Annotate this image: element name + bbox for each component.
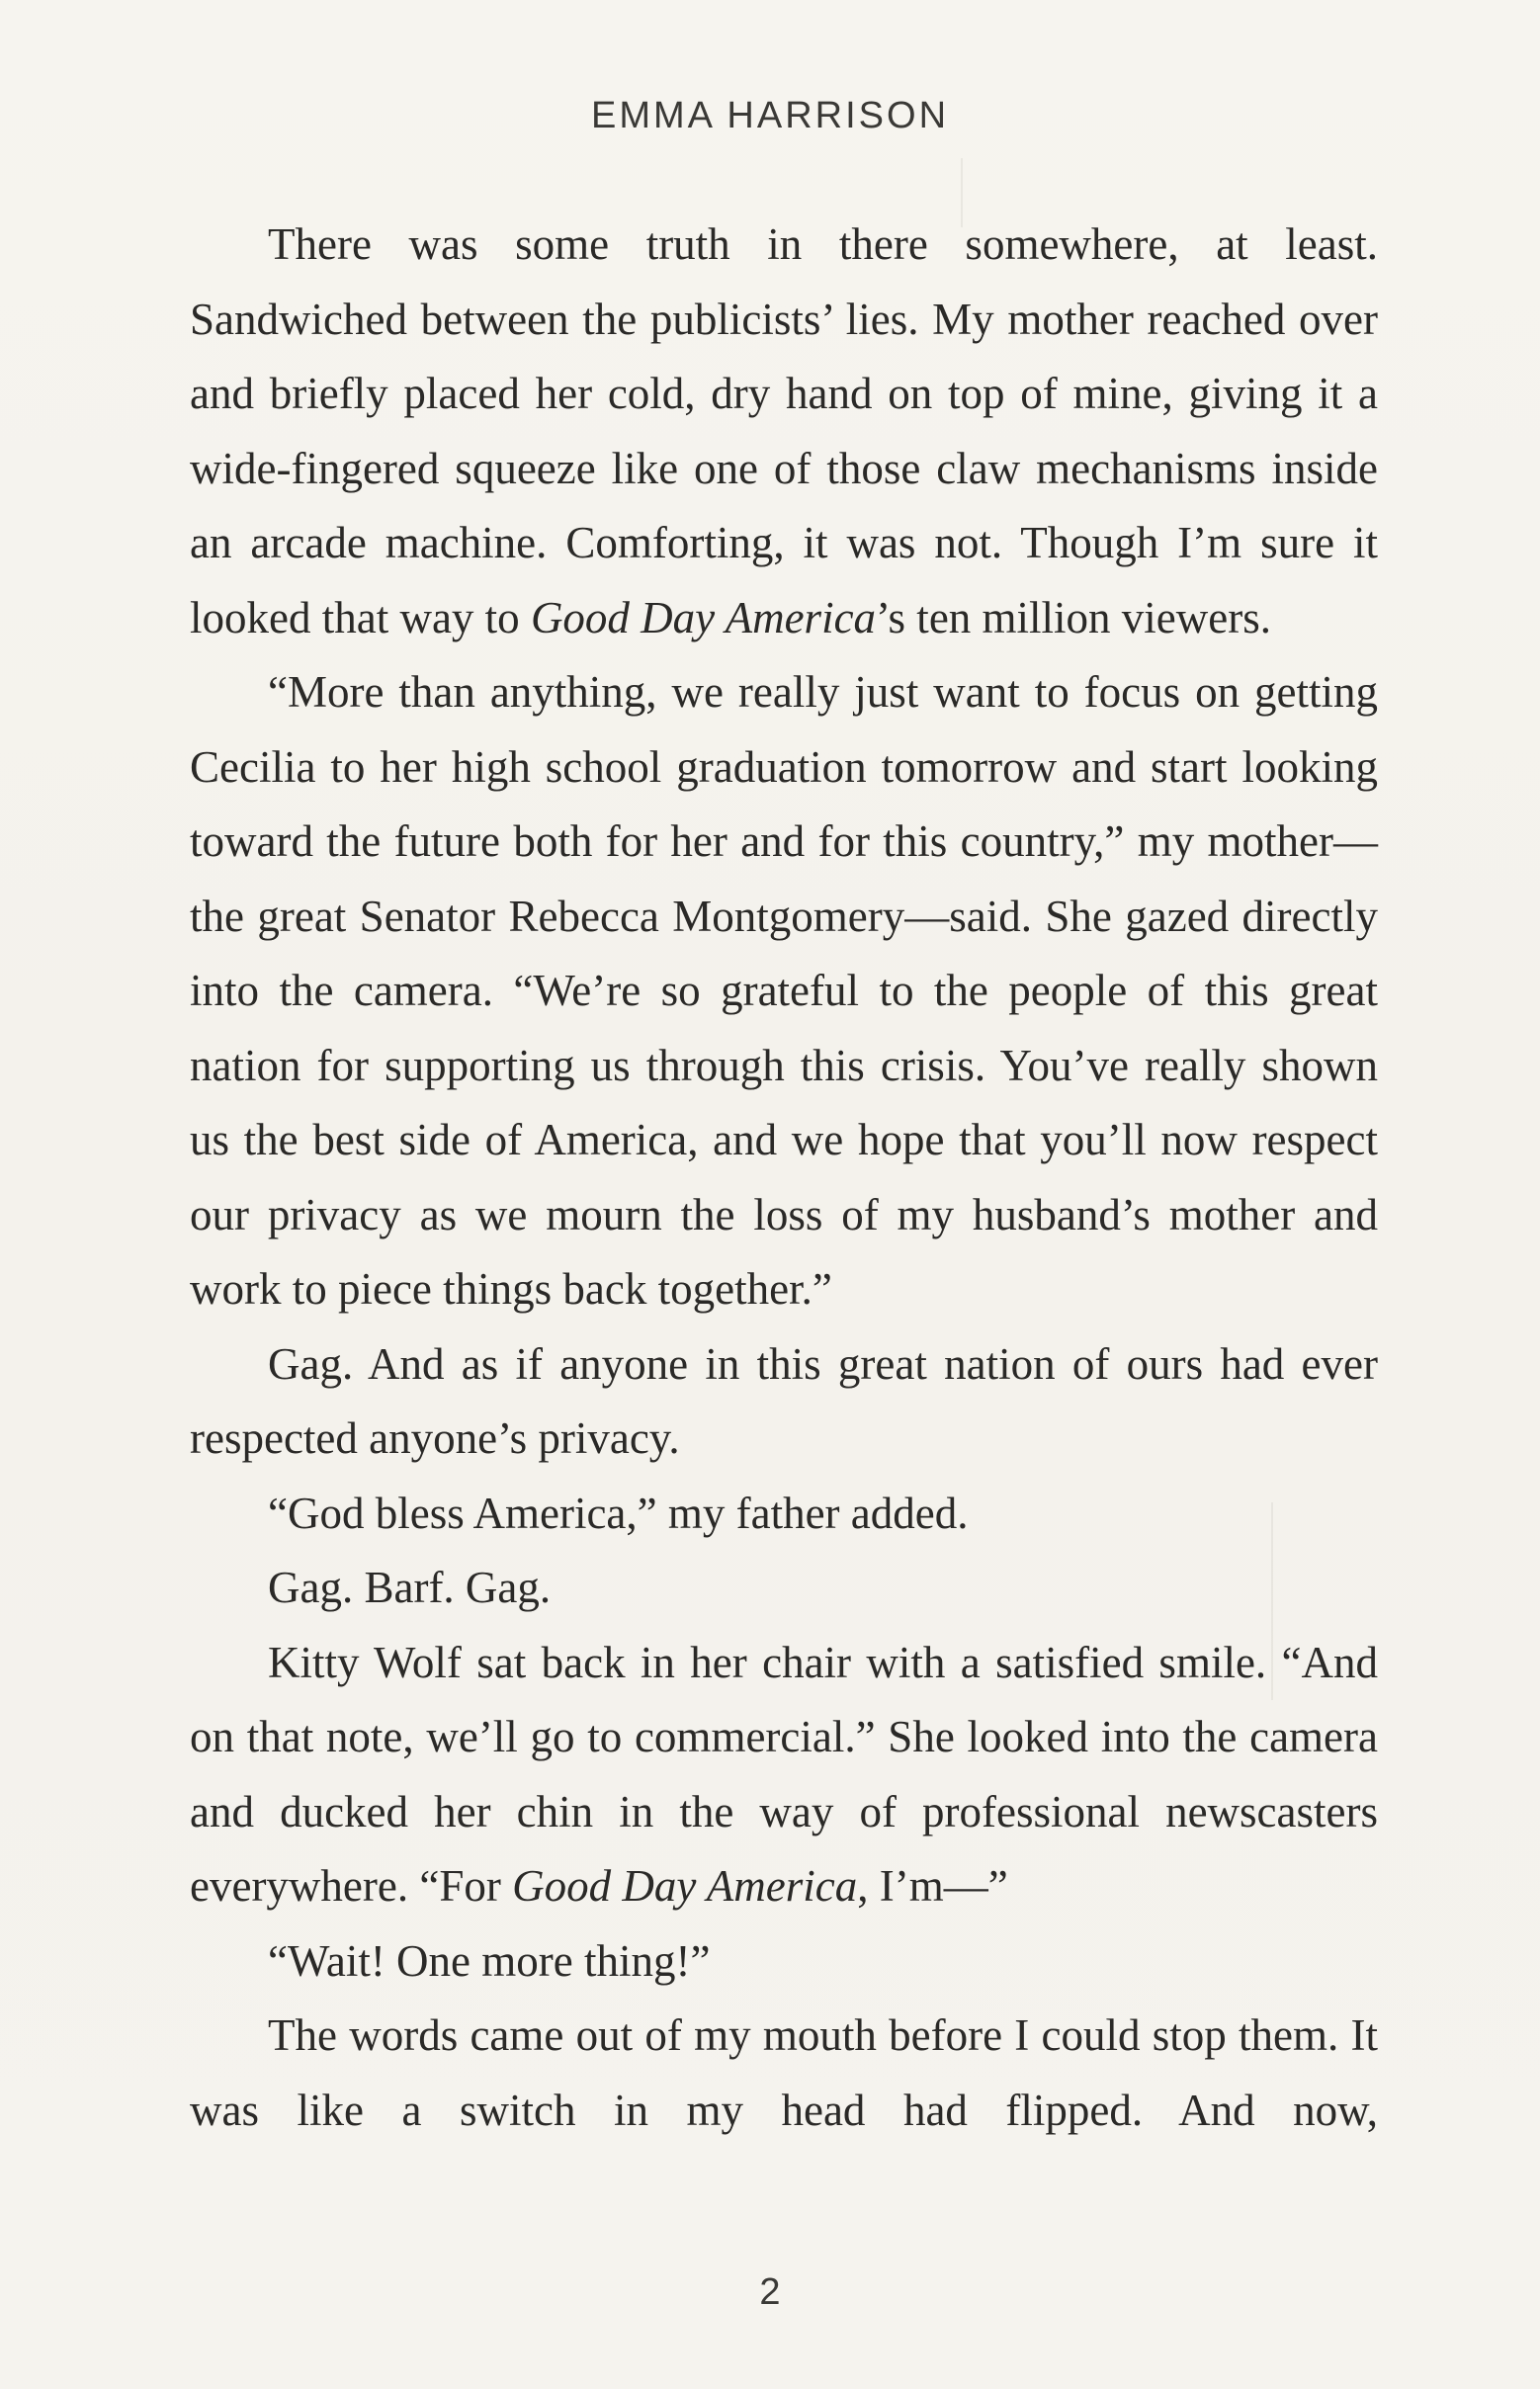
page-number: 2 [759, 2271, 781, 2313]
paragraph [190, 1551, 1378, 1626]
text-run: , I’m—” [857, 1861, 1008, 1911]
text-run: ’s ten million viewers. [876, 592, 1271, 642]
text-run: Gag. And as if anyone in this great nation of ours had ever respected anyone’s privacy. [190, 1338, 1378, 1463]
paragraph [190, 1999, 1378, 2148]
paragraph [190, 1477, 1378, 1552]
text-run: The words came out of my mouth before I could stop them. It was like a switch in my head had flipped. And now, [190, 2010, 1378, 2135]
paragraph [190, 208, 1378, 655]
text-run: “God bless America,” my father added. [268, 1488, 969, 1538]
italic-title: Good Day America [512, 1861, 858, 1911]
text-run: Kitty Wolf sat back in her chair with a satisfied smile. “And on that note, we’ll go to commercial.” She looked into the camera and ducked her chin in the way of professional newscasters everywhere. “For [190, 1637, 1378, 1911]
italic-title: Good Day America [530, 592, 877, 642]
paragraph [190, 1924, 1378, 2000]
text-run: “More than anything, we really just want to focus on getting Cecilia to her high school graduation tomorrow and start looking toward the future both for her and for this country,” my mother—the great Senator Rebecca Montgomery—said. She gazed directly into the camera. “We’re so grateful to the people of this great nation for supporting us through this crisis. You’ve really shown us the best side of America, and we hope that you’ll now respect our privacy as we mourn the loss of my husband’s mother and work to piece things back together.” [190, 667, 1378, 1314]
text-run: There was some truth in there somewhere, at least. Sandwiched between the publicists’ lies. My mother reached over and briefly placed her cold, dry hand on top of mine, giving it a wide-fingered squeeze like one of those claw mechanisms inside an arcade machine. Comforting, it was not. Though I’m sure it looked that way to [190, 219, 1378, 642]
running-head: EMMA HARRISON [590, 95, 950, 136]
paragraph [190, 1327, 1378, 1477]
paragraph [190, 1626, 1378, 1924]
text-run: Gag. Barf. Gag. [268, 1563, 552, 1612]
body-text [190, 208, 1378, 2148]
text-run: “Wait! One more thing!” [268, 1935, 711, 1986]
paragraph [190, 655, 1378, 1327]
